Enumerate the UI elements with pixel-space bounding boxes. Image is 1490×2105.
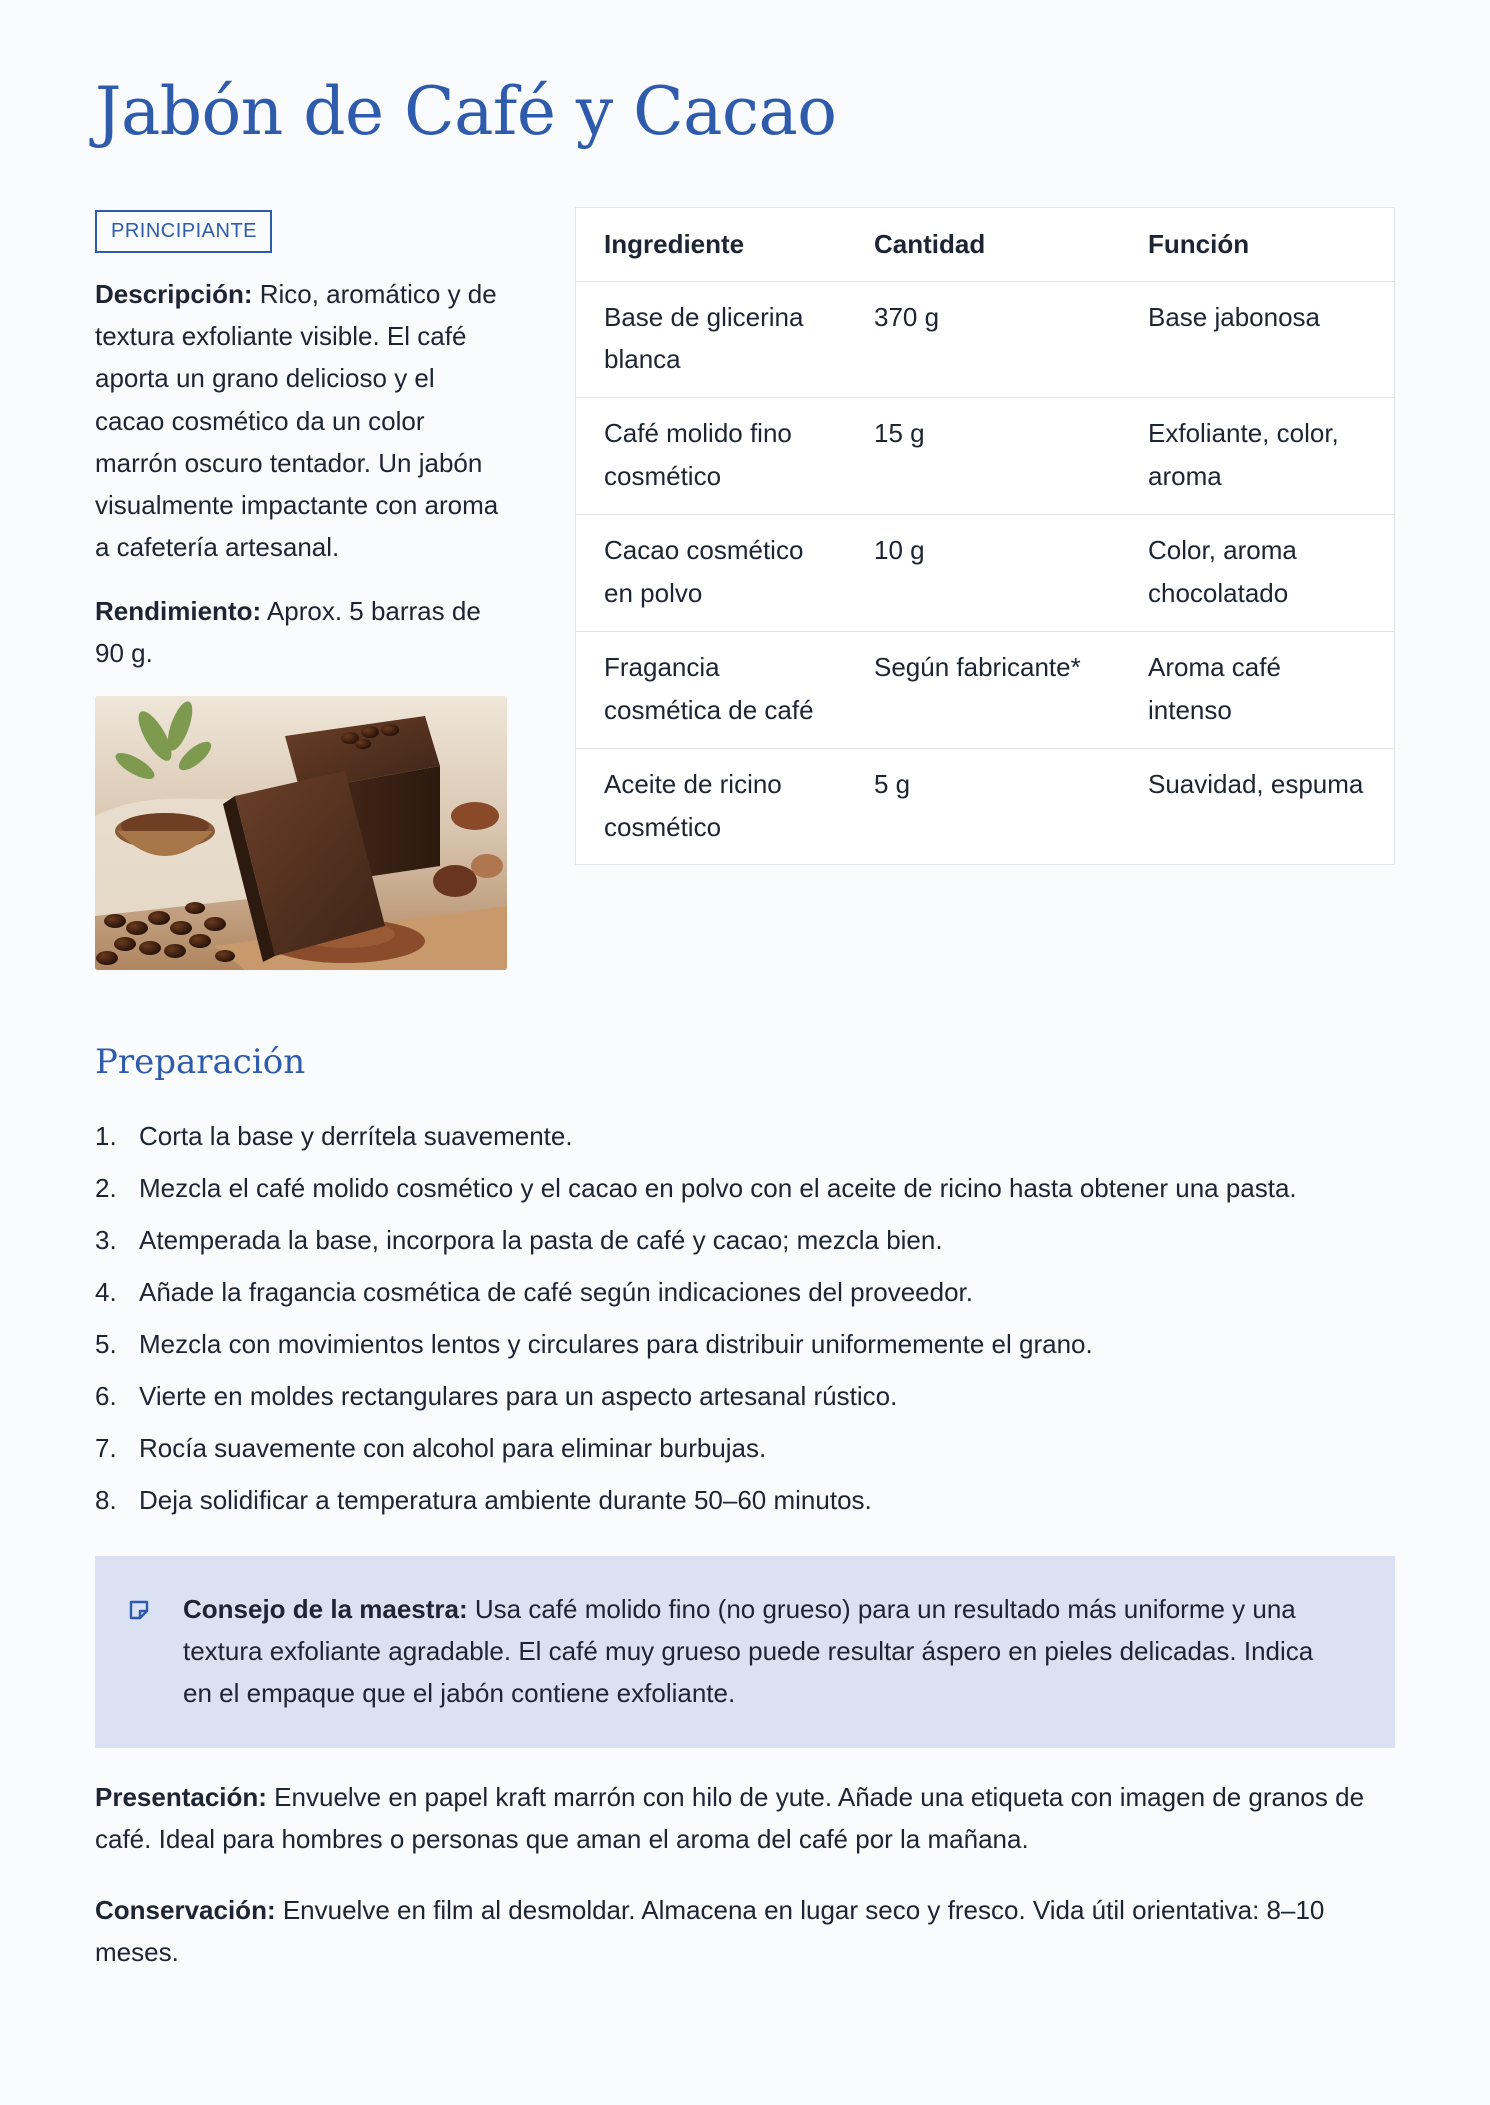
soap-photo-illustration [95, 696, 507, 970]
yield [95, 590, 507, 674]
header-function: Función [1120, 208, 1395, 281]
presentation-text: Envuelve en papel kraft marrón con hilo de yute. Añade una etiqueta con imagen de granos de café. Ideal para hombres o personas que aman el aroma del café por la mañana. [95, 1782, 1365, 1855]
quantity-cell: 15 g [846, 398, 1120, 515]
table-row [576, 281, 1395, 398]
list-item: 2. Mezcla el café molido cosmético y el cacao en polvo con el aceite de ricino hasta obtener una pasta. [95, 1169, 1395, 1208]
step-text: Vierte en moldes rectangulares para un aspecto artesanal rústico. [139, 1380, 898, 1411]
yield-label: Rendimiento: [95, 595, 262, 626]
function-cell: Base jabonosa [1120, 281, 1395, 398]
storage-label: Conservación: [95, 1894, 276, 1925]
table-header-row [576, 208, 1395, 281]
presentation-label: Presentación: [95, 1782, 267, 1813]
table-row [576, 748, 1395, 865]
soap-photo [95, 696, 507, 970]
preparation-heading: Preparación [95, 1042, 306, 1083]
list-item: 5. Mezcla con movimientos lentos y circulares para distribuir uniformemente el grano. [95, 1325, 1395, 1364]
ingredient-cell: Café molido fino cosmético [576, 398, 847, 515]
step-text: Rocía suavemente con alcohol para eliminar burbujas. [139, 1432, 767, 1463]
header-quantity: Cantidad [846, 208, 1120, 281]
function-cell: Exfoliante, color, aroma [1120, 398, 1395, 515]
ingredient-cell: Base de glicerina blanca [576, 281, 847, 398]
recipe-info-column [95, 207, 507, 970]
tip-label: Consejo de la maestra: [183, 1593, 468, 1624]
ingredients-column [575, 207, 1395, 970]
tip-callout [95, 1556, 1395, 1748]
step-text: Añade la fragancia cosmética de café según indicaciones del proveedor. [139, 1276, 973, 1307]
ingredient-cell: Fragancia cosmética de café [576, 631, 847, 748]
function-cell: Suavidad, espuma [1120, 748, 1395, 865]
ingredient-cell: Cacao cosmético en polvo [576, 515, 847, 632]
table-row [576, 398, 1395, 515]
header-ingredient: Ingrediente [576, 208, 847, 281]
step-text: Atemperada la base, incorpora la pasta de café y cacao; mezcla bien. [139, 1224, 943, 1255]
step-text: Corta la base y derrítela suavemente. [139, 1120, 573, 1151]
description [95, 273, 507, 568]
ingredients-table [575, 207, 1395, 865]
preparation-steps [95, 1117, 1395, 1520]
step-text: Deja solidificar a temperatura ambiente durante 50–60 minutos. [139, 1484, 872, 1515]
quantity-cell: 5 g [846, 748, 1120, 865]
list-item: 7. Rocía suavemente con alcohol para eliminar burbujas. [95, 1429, 1395, 1468]
quantity-cell: 370 g [846, 281, 1120, 398]
step-text: Mezcla con movimientos lentos y circulares para distribuir uniformemente el grano. [139, 1328, 1093, 1359]
page-title: Jabón de Café y Cacao [95, 73, 837, 150]
tip-text [183, 1588, 1349, 1714]
note-icon [127, 1588, 183, 1714]
list-item: 6. Vierte en moldes rectangulares para un aspecto artesanal rústico. [95, 1377, 1395, 1416]
table-row [576, 515, 1395, 632]
presentation [95, 1776, 1395, 1860]
recipe-summary [95, 207, 1395, 970]
list-item: 1. Corta la base y derrítela suavemente. [95, 1117, 1395, 1156]
level-badge: PRINCIPIANTE [95, 210, 272, 253]
yield-text: Aprox. 5 barras de 90 g. [95, 595, 481, 669]
list-item: 4. Añade la fragancia cosmética de café según indicaciones del proveedor. [95, 1273, 1395, 1312]
function-cell: Aroma café intenso [1120, 631, 1395, 748]
table-row [576, 631, 1395, 748]
list-item: 3. Atemperada la base, incorpora la pasta de café y cacao; mezcla bien. [95, 1221, 1395, 1260]
tip-body: Usa café molido fino (no grueso) para un resultado más uniforme y una textura exfoliante agradable. El café muy grueso puede resultar áspero en pieles delicadas. Indica en el empaque que el jabón contiene exfoliante. [183, 1593, 1314, 1709]
list-item: 8. Deja solidificar a temperatura ambiente durante 50–60 minutos. [95, 1481, 1395, 1520]
quantity-cell: Según fabricante* [846, 631, 1120, 748]
storage [95, 1889, 1395, 1973]
step-text: Mezcla el café molido cosmético y el cacao en polvo con el aceite de ricino hasta obtener una pasta. [139, 1172, 1297, 1203]
storage-text: Envuelve en film al desmoldar. Almacena en lugar seco y fresco. Vida útil orientativa: 8–10 meses. [95, 1894, 1325, 1967]
ingredient-cell: Aceite de ricino cosmético [576, 748, 847, 865]
function-cell: Color, aroma chocolatado [1120, 515, 1395, 632]
description-label: Descripción: [95, 279, 253, 310]
description-text: Rico, aromático y de textura exfoliante visible. El café aporta un grano delicioso y el cacao cosmético da un color marrón oscuro tentador. Un jabón visualmente impactante con aroma a cafetería artesanal. [95, 279, 499, 562]
quantity-cell: 10 g [846, 515, 1120, 632]
